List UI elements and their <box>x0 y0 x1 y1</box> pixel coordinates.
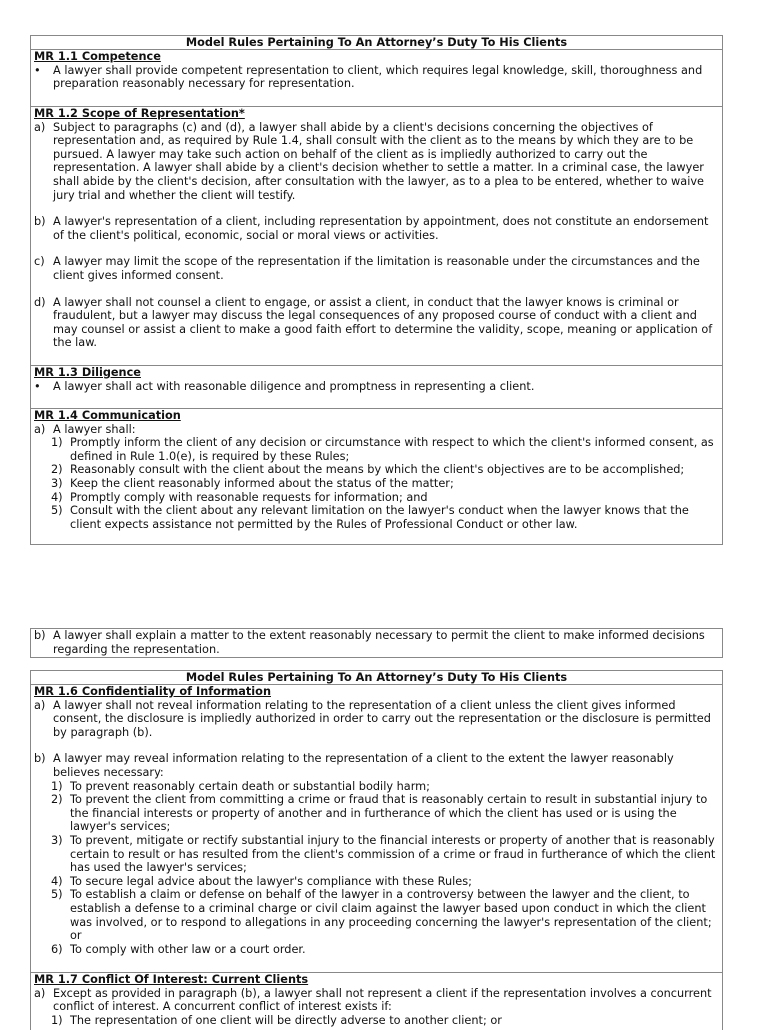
sub-item <box>34 780 720 794</box>
list-item <box>34 752 720 779</box>
item-text: A lawyer's representation of a client, including representation by appointment, does not constitute an endorsement of the client's political, economic, social or moral views or activities. <box>53 215 709 242</box>
sub-item-text: Reasonably consult with the client about the means by which the client's objectives are to be accomplished; <box>70 463 685 477</box>
sub-item-text: To establish a claim or defense on behalf of the lawyer in a controversy between the lawyer and the client, to establish a defense to a criminal charge or civil claim against the lawyer based upon conduct in which the client was involved, or to respond to allegations in any proceeding concerning the lawyer's representation of the client; or <box>70 888 712 943</box>
sub-item <box>34 793 720 834</box>
item-marker: a) <box>34 698 46 712</box>
list-item <box>34 380 720 394</box>
sub-item-text: Keep the client reasonably informed about the status of the matter; <box>70 476 454 490</box>
item-marker: d) <box>34 295 46 309</box>
item-text: A lawyer shall act with reasonable diligence and promptness in representing a client. <box>53 379 535 393</box>
sub-item-text: To comply with other law or a court order. <box>70 942 306 956</box>
section-mr-1-1 <box>31 50 722 107</box>
item-text: A lawyer may limit the scope of the representation if the limitation is reasonable under the circumstances and the client gives informed consent. <box>53 255 700 282</box>
item-marker: a) <box>34 120 46 134</box>
item-marker: c) <box>34 255 45 269</box>
list-item <box>34 699 720 740</box>
sub-item-marker: 6) <box>51 942 63 956</box>
section-mr-1-3 <box>31 366 722 409</box>
sub-item <box>34 888 720 942</box>
list-item <box>34 629 720 656</box>
item-text: A lawyer shall not counsel a client to engage, or assist a client, in conduct that the lawyer knows is criminal or fraudulent, but a lawyer may discuss the legal consequences of any proposed course of conduct with a client and may counsel or assist a client to make a good faith effort to determine the validity, scope, meaning or application of the law. <box>53 295 713 350</box>
sub-item-marker: 2) <box>51 793 63 807</box>
item-marker: a) <box>34 422 46 436</box>
sub-item-text: To prevent the client from committing a crime or fraud that is reasonably certain to result in substantial injury to the financial interests or property of another and in furtherance of which the client has used or is using the lawyer's services; <box>70 793 708 834</box>
sub-item-marker: 1) <box>51 1013 63 1027</box>
section-title: MR 1.6 Confidentiality of Information <box>34 685 271 698</box>
sub-item-text: Consult with the client about any relevant limitation on the lawyer's conduct when the lawyer knows that the client expects assistance not permitted by the Rules of Professional Conduct or other law. <box>70 504 689 531</box>
section-title: MR 1.3 Diligence <box>34 366 141 379</box>
list-item <box>34 423 720 437</box>
sub-item-marker: 1) <box>51 779 63 793</box>
item-text: A lawyer shall provide competent representation to client, which requires legal knowledge, skill, thoroughness and preparation reasonably necessary for representation. <box>53 63 703 91</box>
sub-item-text: To prevent, mitigate or rectify substantial injury to the financial interests or property of another that is reasonably certain to result or has resulted from the client's commission of a crime or fraud in furtherance of which the client has used the lawyer's services; <box>70 833 716 875</box>
sub-item-marker: 5) <box>51 504 63 518</box>
list-item <box>34 296 720 350</box>
section-title: MR 1.2 Scope of Representation* <box>34 107 245 120</box>
sub-item-text: To prevent reasonably certain death or substantial bodily harm; <box>70 779 430 793</box>
sub-item-text: Promptly inform the client of any decision or circumstance with respect to which the client's informed consent, as defined in Rule 1.0(e), is required by these Rules; <box>70 436 714 463</box>
section-mr-1-2 <box>31 107 722 366</box>
sub-item <box>34 943 720 957</box>
rules-table-page-1 <box>30 35 723 545</box>
mr-1-4-continuation <box>30 628 723 658</box>
sub-item-marker: 2) <box>51 463 63 477</box>
rules-table-page-2 <box>30 670 723 1030</box>
section-mr-1-4 <box>31 409 722 544</box>
section-title: MR 1.1 Competence <box>34 50 161 63</box>
item-marker: b) <box>34 629 46 642</box>
sub-item <box>34 834 720 875</box>
sub-item <box>34 875 720 889</box>
item-text: A lawyer shall explain a matter to the extent reasonably necessary to permit the client to make informed decisions regarding the representation. <box>53 629 705 656</box>
sub-item-marker: 3) <box>51 833 63 847</box>
table-header-title: Model Rules Pertaining To An Attorney’s Duty To His Clients <box>31 36 722 50</box>
sub-item <box>34 504 720 531</box>
item-marker: b) <box>34 215 46 229</box>
list-item <box>34 987 720 1014</box>
sub-item-text: The representation of one client will be directly adverse to another client; or <box>70 1013 502 1027</box>
sub-item-marker: 4) <box>51 490 63 504</box>
sub-item <box>34 1014 720 1028</box>
sub-item-marker: 3) <box>51 476 63 490</box>
list-item <box>34 64 720 91</box>
bullet-icon: • <box>34 379 41 393</box>
section-mr-1-6 <box>31 685 722 973</box>
sub-item-marker: 1) <box>51 436 63 450</box>
list-item <box>34 255 720 282</box>
list-item <box>34 121 720 203</box>
sub-item-marker: 5) <box>51 888 63 902</box>
sub-item <box>34 491 720 505</box>
item-text: A lawyer may reveal information relating to the representation of a client to the extent the lawyer reasonably believes necessary: <box>53 752 674 779</box>
section-mr-1-7 <box>31 973 722 1027</box>
table-header-title: Model Rules Pertaining To An Attorney’s Duty To His Clients <box>31 671 722 685</box>
item-marker: b) <box>34 752 46 766</box>
list-item <box>34 215 720 242</box>
section-title: MR 1.7 Conflict Of Interest: Current Clients <box>34 973 309 986</box>
item-text: Except as provided in paragraph (b), a lawyer shall not represent a client if the representation involves a concurrent conflict of interest. A concurrent conflict of interest exists if: <box>53 986 712 1014</box>
sub-item-text: Promptly comply with reasonable requests for information; and <box>70 490 428 504</box>
item-text: A lawyer shall not reveal information relating to the representation of a client unless the client gives informed consent, the disclosure is impliedly authorized in order to carry out the representation or the disclosure is permitted by paragraph (b). <box>53 698 711 739</box>
item-text: A lawyer shall: <box>53 422 136 436</box>
sub-item <box>34 477 720 491</box>
sub-item <box>34 463 720 477</box>
section-title: MR 1.4 Communication <box>34 409 181 422</box>
bullet-icon: • <box>34 63 41 77</box>
item-text: Subject to paragraphs (c) and (d), a lawyer shall abide by a client's decisions concerning the objectives of representation and, as required by Rule 1.4, shall consult with the client as to the means by which they are to be pursued. A lawyer may take such action on behalf of the client as is impliedly authorized to carry out the representation. A lawyer shall abide by a client's decision whether to settle a matter. In a criminal case, the lawyer shall abide by the client's decision, after consultation with the lawyer, as to a plea to be entered, whether to waive jury trial and whether the client will testify. <box>53 120 704 202</box>
sub-item <box>34 436 720 463</box>
sub-item-text: To secure legal advice about the lawyer's compliance with these Rules; <box>70 874 472 888</box>
item-marker: a) <box>34 986 46 1000</box>
sub-item-marker: 4) <box>51 874 63 888</box>
